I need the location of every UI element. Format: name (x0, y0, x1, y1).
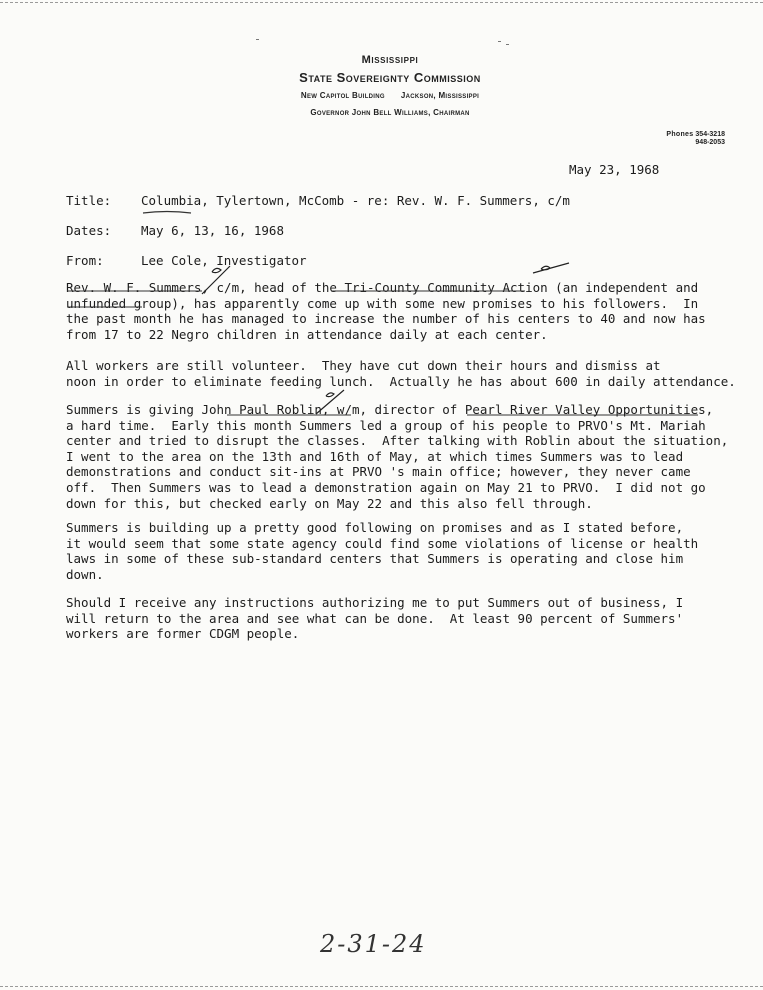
memo-date: May 23, 1968 (569, 162, 660, 177)
dates-field (66, 223, 284, 238)
title-underline-mark (141, 205, 193, 217)
letterhead-address (200, 91, 580, 100)
scan-speck (256, 39, 259, 40)
letterhead-chairman: Governor John Bell Williams, Chairman (310, 108, 470, 117)
from-value: Lee Cole, Investigator (141, 253, 307, 268)
letterhead-state: Mississippi (361, 54, 419, 66)
check-mark-icon (531, 261, 571, 277)
title-label: Title: (66, 193, 112, 208)
paragraph-roblin: Summers is giving John Paul Roblin, w/m, director of Pearl River Valley Opportunities, a hard time. Early this month Summers led a group of his people to PRVO's Mt. Mariah center and tried to disrupt the classes. After talking with Roblin about the situation, I went to the area on the 13th and 16th of May, at which times Summers was to lead demonstrations and conduct sit-ins at PRVO 's main office; however, they never came off. Then Summers was to lead a demonstration again on May 21 to PRVO. I did not go down for this, but checked early on May 22 and this also fell through. (66, 402, 729, 511)
phone-number: 948-2053 (695, 139, 725, 146)
top-edge-line (0, 2, 763, 3)
phones-label: Phones (666, 131, 694, 138)
dates-value: May 6, 13, 16, 1968 (141, 223, 284, 238)
underline-mark (330, 288, 530, 294)
paragraph-instructions: Should I receive any instructions authorizing me to put Summers out of business, I will return to the area and see what can be done. At least 90 percent of Summers' workers are former CDGM people. (66, 595, 684, 642)
underline-mark (66, 288, 206, 294)
bottom-edge-line (0, 986, 763, 987)
scan-speck (498, 41, 501, 42)
paragraph-violations: Summers is building up a pretty good following on promises and as I stated before, it would seem that some state agency could find some violations of license or health laws in some of these sub-standard centers that Summers is operating and close him down. (66, 520, 699, 582)
title-value: Columbia, Tylertown, McComb - re: Rev. W. F. Summers, c/m (141, 193, 570, 208)
underline-mark (226, 412, 356, 418)
from-field (66, 253, 307, 268)
paragraph-volunteers: All workers are still volunteer. They have cut down their hours and dismiss at noon in order to eliminate feeding lunch. Actually he has about 600 in daily attendance. (66, 358, 736, 389)
dates-label: Dates: (66, 223, 112, 238)
underline-mark (66, 304, 146, 310)
phone-number: 354-3218 (695, 131, 725, 138)
letterhead-agency: State Sovereignty Commission (299, 70, 481, 85)
check-mark-icon (196, 262, 236, 302)
underline-mark (466, 412, 702, 418)
from-label: From: (66, 253, 104, 268)
handwritten-file-number: 2-31-24 (320, 930, 427, 958)
letterhead-building: New Capitol Building (300, 91, 385, 100)
phone-numbers (666, 131, 725, 147)
letterhead-city: Jackson, Mississippi (400, 91, 480, 100)
scan-speck (506, 44, 509, 45)
paragraph-summers-promises: Rev. W. F. Summers, c/m, head of the Tri-County Community Action (an independent and unfunded group), has apparently come up with some new promises to his followers. In the past month he has managed to increase the number of his centers to 40 and now has from 17 to 22 Negro children in attendance daily at each center. (66, 280, 706, 342)
